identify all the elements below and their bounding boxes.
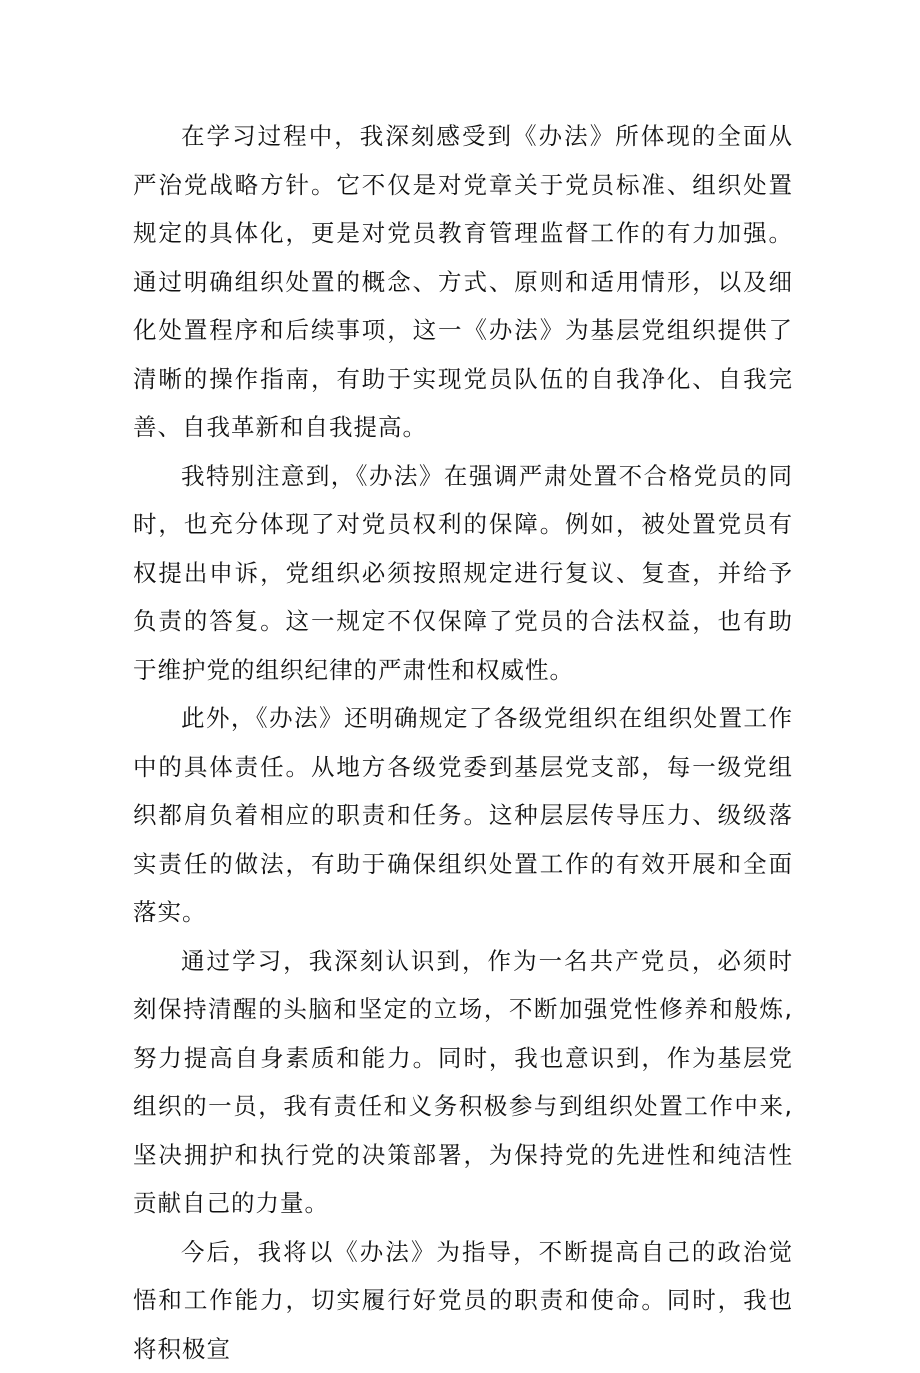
paragraph-future-commitment: 今后，我将以《办法》为指导，不断提高自己的政治觉悟和工作能力，切实履行好党员的职责和使命。同时，我也将积极宣 xyxy=(133,1228,793,1373)
paragraph-study-insight: 在学习过程中，我深刻感受到《办法》所体现的全面从严治党战略方针。它不仅是对党章关于党员标准、组织处置规定的具体化，更是对党员教育管理监督工作的有力加强。通过明确组织处置的概念、方式、原则和适用情形，以及细化处置程序和后续事项，这一《办法》为基层党组织提供了清晰的操作指南，有助于实现党员队伍的自我净化、自我完善、自我革新和自我提高。 xyxy=(133,112,793,452)
paragraph-self-reflection: 通过学习，我深刻认识到，作为一名共产党员，必须时刻保持清醒的头脑和坚定的立场，不断加强党性修养和般炼,努力提高自身素质和能力。同时，我也意识到，作为基层党组织的一员，我有责任和义务积极参与到组织处置工作中来,坚决拥护和执行党的决策部署，为保持党的先进性和纯洁性贡献自己的力量。 xyxy=(133,937,793,1228)
paragraph-member-rights: 我特别注意到，《办法》在强调严肃处置不合格党员的同时，也充分体现了对党员权利的保障。例如，被处置党员有权提出申诉，党组织必须按照规定进行复议、复查，并给予负责的答复。这一规定不仅保障了党员的合法权益，也有助于维护党的组织纪律的严肃性和权威性。 xyxy=(133,452,793,695)
paragraph-organization-responsibility: 此外，《办法》还明确规定了各级党组织在组织处置工作中的具体责任。从地方各级党委到基层党支部，每一级党组织都肩负着相应的职责和任务。这种层层传导压力、级级落实责任的做法，有助于确保组织处置工作的有效开展和全面落实。 xyxy=(133,694,793,937)
document-body xyxy=(133,112,793,1373)
